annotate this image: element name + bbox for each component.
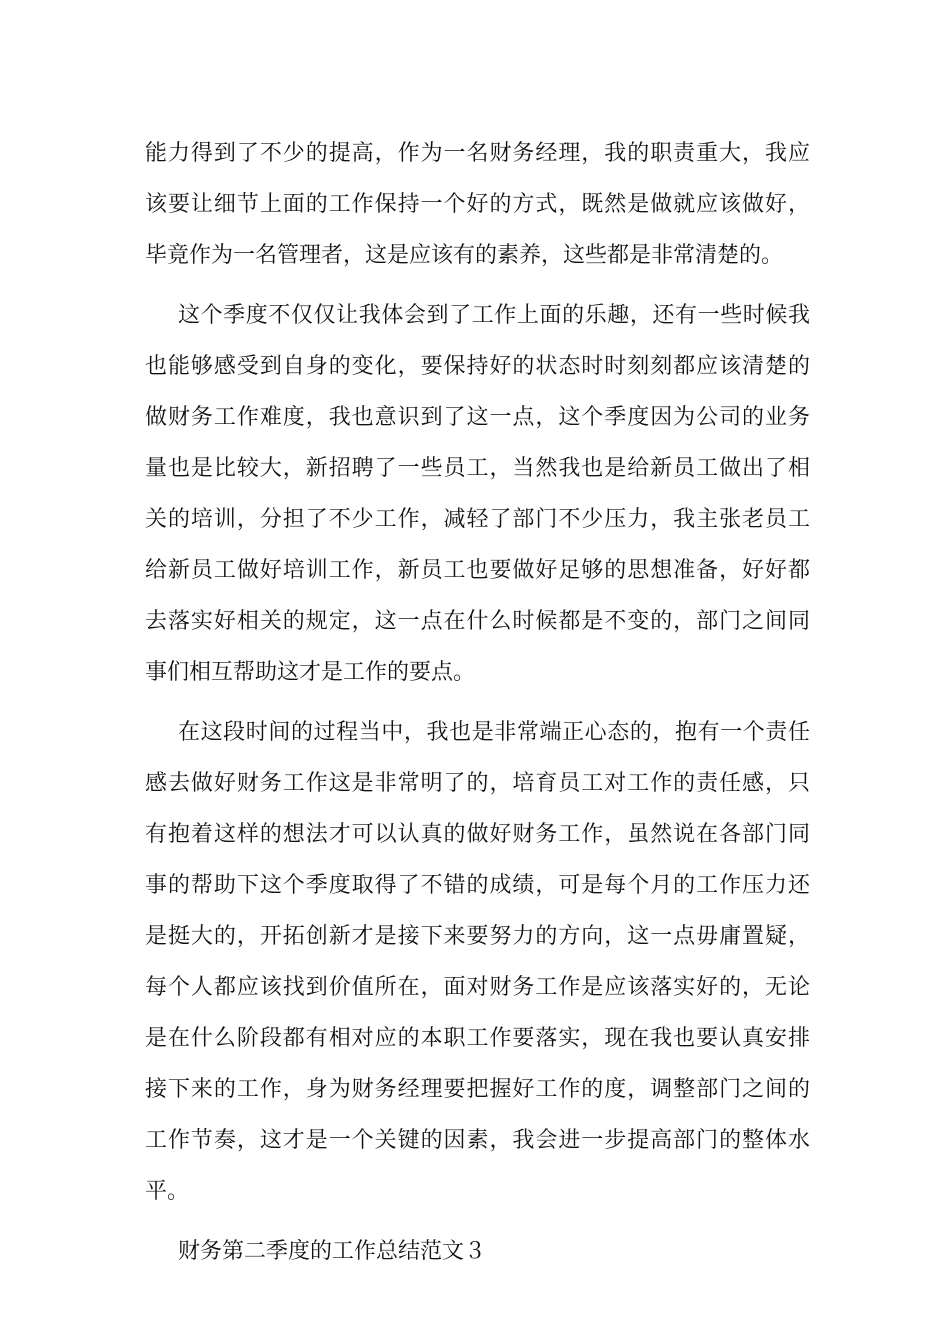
- paragraph-line: 能力得到了不少的提高，作为一名财务经理，我的职责重大，我应: [145, 141, 810, 166]
- paragraph-line: 事们相互帮助这才是工作的要点。: [145, 660, 476, 685]
- paragraph-line: 该要让细节上面的工作保持一个好的方式，既然是做就应该做好，: [145, 192, 810, 217]
- paragraph-line: 有抱着这样的想法才可以认真的做好财务工作，虽然说在各部门同: [145, 822, 810, 847]
- section-heading: 财务第二季度的工作总结范文３: [178, 1239, 487, 1264]
- paragraph-line: 做财务工作难度，我也意识到了这一点，这个季度因为公司的业务: [145, 405, 810, 430]
- paragraph-line: 去落实好相关的规定，这一点在什么时候都是不变的，部门之间同: [145, 609, 810, 634]
- paragraph-line: 在这段时间的过程当中，我也是非常端正心态的，抱有一个责任: [178, 720, 810, 745]
- paragraph-line: 关的培训，分担了不少工作，减轻了部门不少压力，我主张老员工: [145, 507, 810, 532]
- paragraph-line: 这个季度不仅仅让我体会到了工作上面的乐趣，还有一些时候我: [178, 303, 810, 328]
- paragraph-line: 毕竟作为一名管理者，这是应该有的素养，这些都是非常清楚的。: [145, 243, 784, 268]
- paragraph-line: 也能够感受到自身的变化，要保持好的状态时时刻刻都应该清楚的: [145, 354, 810, 379]
- paragraph-line: 是在什么阶段都有相对应的本职工作要落实，现在我也要认真安排: [145, 1026, 810, 1051]
- paragraph-3: [145, 707, 810, 1217]
- paragraph-1: [145, 128, 810, 281]
- paragraph-line: 事的帮助下这个季度取得了不错的成绩，可是每个月的工作压力还: [145, 873, 810, 898]
- paragraph-line: 量也是比较大，新招聘了一些员工，当然我也是给新员工做出了相: [145, 456, 810, 481]
- paragraph-line: 接下来的工作，身为财务经理要把握好工作的度，调整部门之间的: [145, 1077, 810, 1102]
- paragraph-line: 平。: [145, 1179, 190, 1204]
- document-body: [145, 128, 810, 1277]
- paragraph-line: 每个人都应该找到价值所在，面对财务工作是应该落实好的，无论: [145, 975, 810, 1000]
- paragraph-2: [145, 290, 810, 698]
- paragraph-line: 感去做好财务工作这是非常明了的，培育员工对工作的责任感，只: [145, 771, 810, 796]
- paragraph-line: 工作节奏，这才是一个关键的因素，我会进一步提高部门的整体水: [145, 1128, 810, 1153]
- paragraph-line: 给新员工做好培训工作，新员工也要做好足够的思想准备，好好都: [145, 558, 810, 583]
- paragraph-line: 是挺大的，开拓创新才是接下来要努力的方向，这一点毋庸置疑，: [145, 924, 810, 949]
